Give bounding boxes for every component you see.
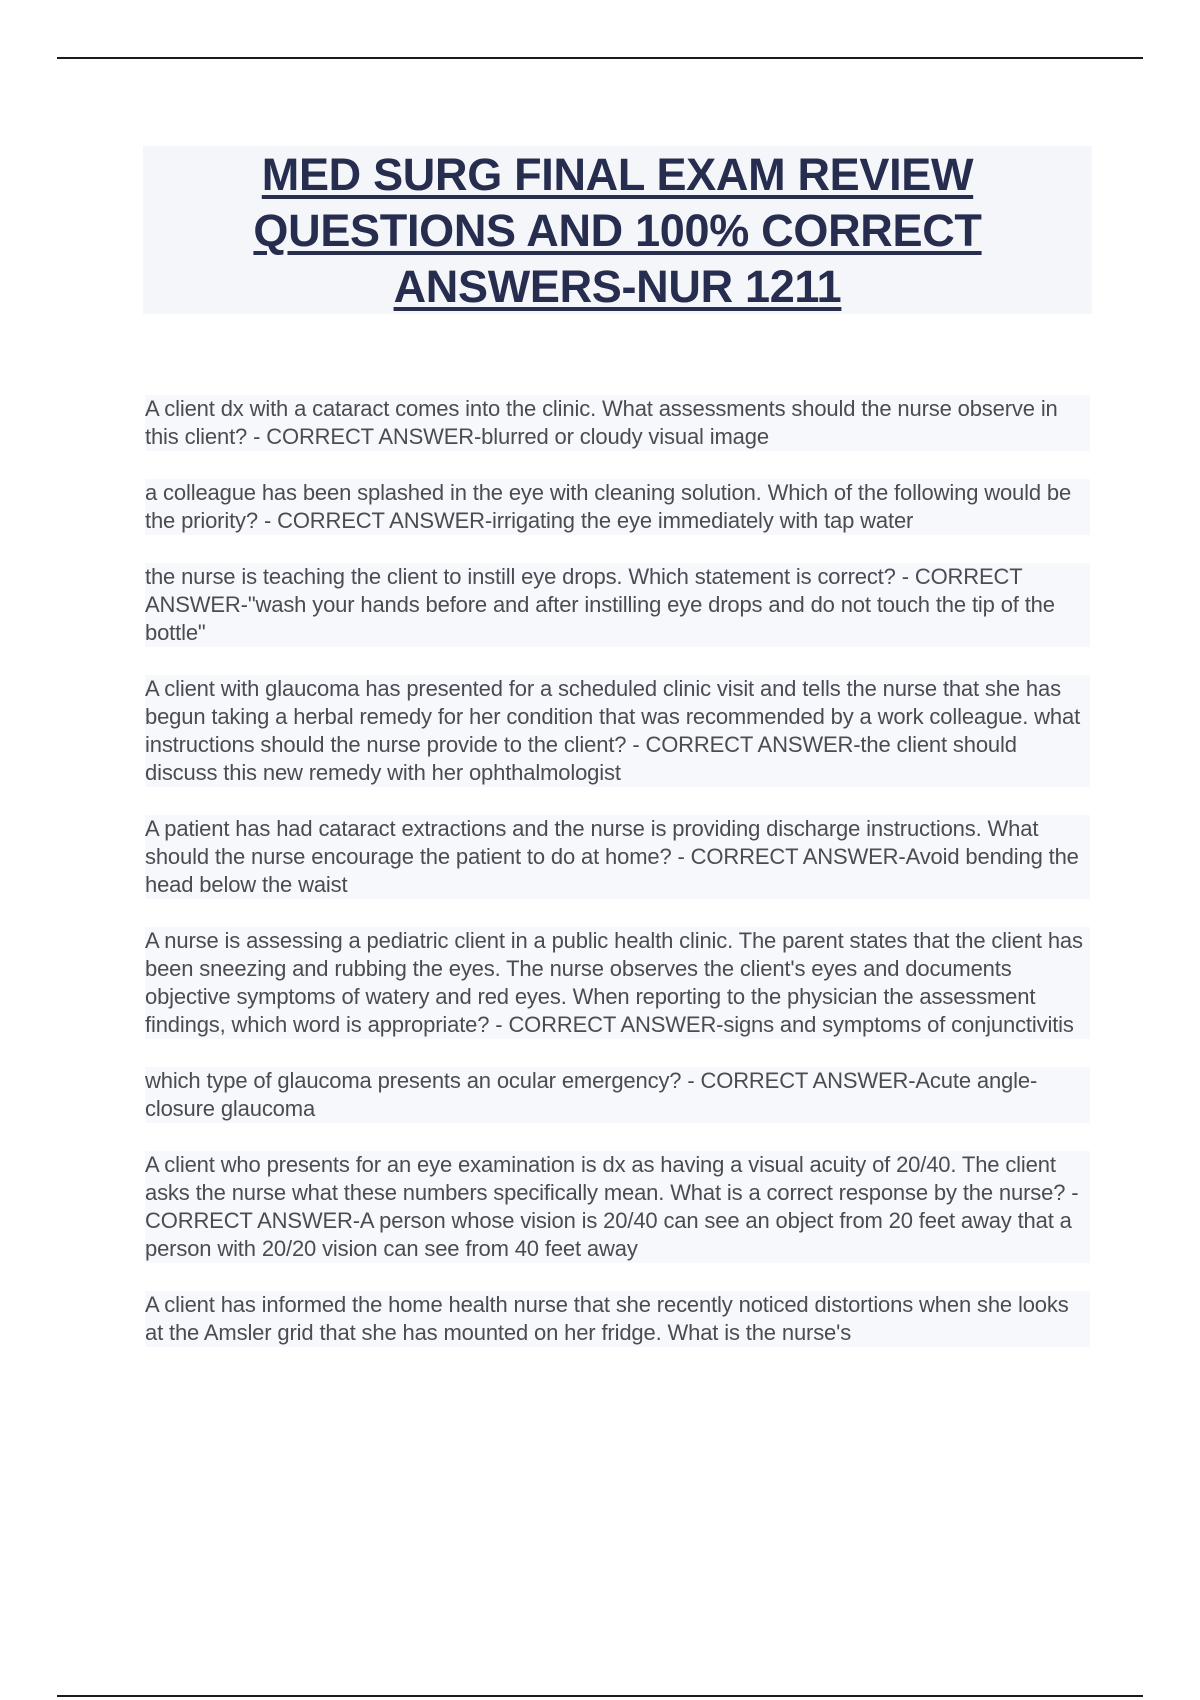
qa-item: which type of glaucoma presents an ocular emergency? - CORRECT ANSWER-Acute angle-closure glaucoma: [145, 1067, 1090, 1123]
qa-item: A client has informed the home health nurse that she recently noticed distortions when she looks at the Amsler grid that she has mounted on her fridge. What is the nurse's: [145, 1291, 1090, 1347]
qa-list: [145, 395, 1090, 1375]
qa-item: A client with glaucoma has presented for a scheduled clinic visit and tells the nurse that she has begun taking a herbal remedy for her condition that was recommended by a work colleague. what instructions should the nurse provide to the client? - CORRECT ANSWER-the client should discuss this new remedy with her ophthalmologist: [145, 675, 1090, 787]
title-line-2: QUESTIONS AND 100% CORRECT: [253, 205, 982, 256]
top-rule: [57, 57, 1143, 59]
title-line-1: MED SURG FINAL EXAM REVIEW: [261, 149, 974, 200]
qa-item: A nurse is assessing a pediatric client in a public health clinic. The parent states that the client has been sneezing and rubbing the eyes. The nurse observes the client's eyes and documents objective symptoms of watery and red eyes. When reporting to the physician the assessment findings, which word is appropriate? - CORRECT ANSWER-signs and symptoms of conjunctivitis: [145, 927, 1090, 1039]
qa-item: the nurse is teaching the client to instill eye drops. Which statement is correct? - CORRECT ANSWER-"wash your hands before and after instilling eye drops and do not touch the tip of the bottle": [145, 563, 1090, 647]
title-block: [143, 146, 1092, 314]
qa-item: a colleague has been splashed in the eye with cleaning solution. Which of the following would be the priority? - CORRECT ANSWER-irrigating the eye immediately with tap water: [145, 479, 1090, 535]
qa-item: A patient has had cataract extractions and the nurse is providing discharge instructions. What should the nurse encourage the patient to do at home? - CORRECT ANSWER-Avoid bending the head below the waist: [145, 815, 1090, 899]
document-title: [143, 146, 1092, 315]
title-line-3: ANSWERS-NUR 1211: [393, 261, 842, 312]
qa-item: A client dx with a cataract comes into the clinic. What assessments should the nurse observe in this client? - CORRECT ANSWER-blurred or cloudy visual image: [145, 395, 1090, 451]
qa-item: A client who presents for an eye examination is dx as having a visual acuity of 20/40. The client asks the nurse what these numbers specifically mean. What is a correct response by the nurse? - CORRECT ANSWER-A person whose vision is 20/40 can see an object from 20 feet away that a person with 20/20 vision can see from 40 feet away: [145, 1151, 1090, 1263]
bottom-rule: [57, 1695, 1143, 1697]
